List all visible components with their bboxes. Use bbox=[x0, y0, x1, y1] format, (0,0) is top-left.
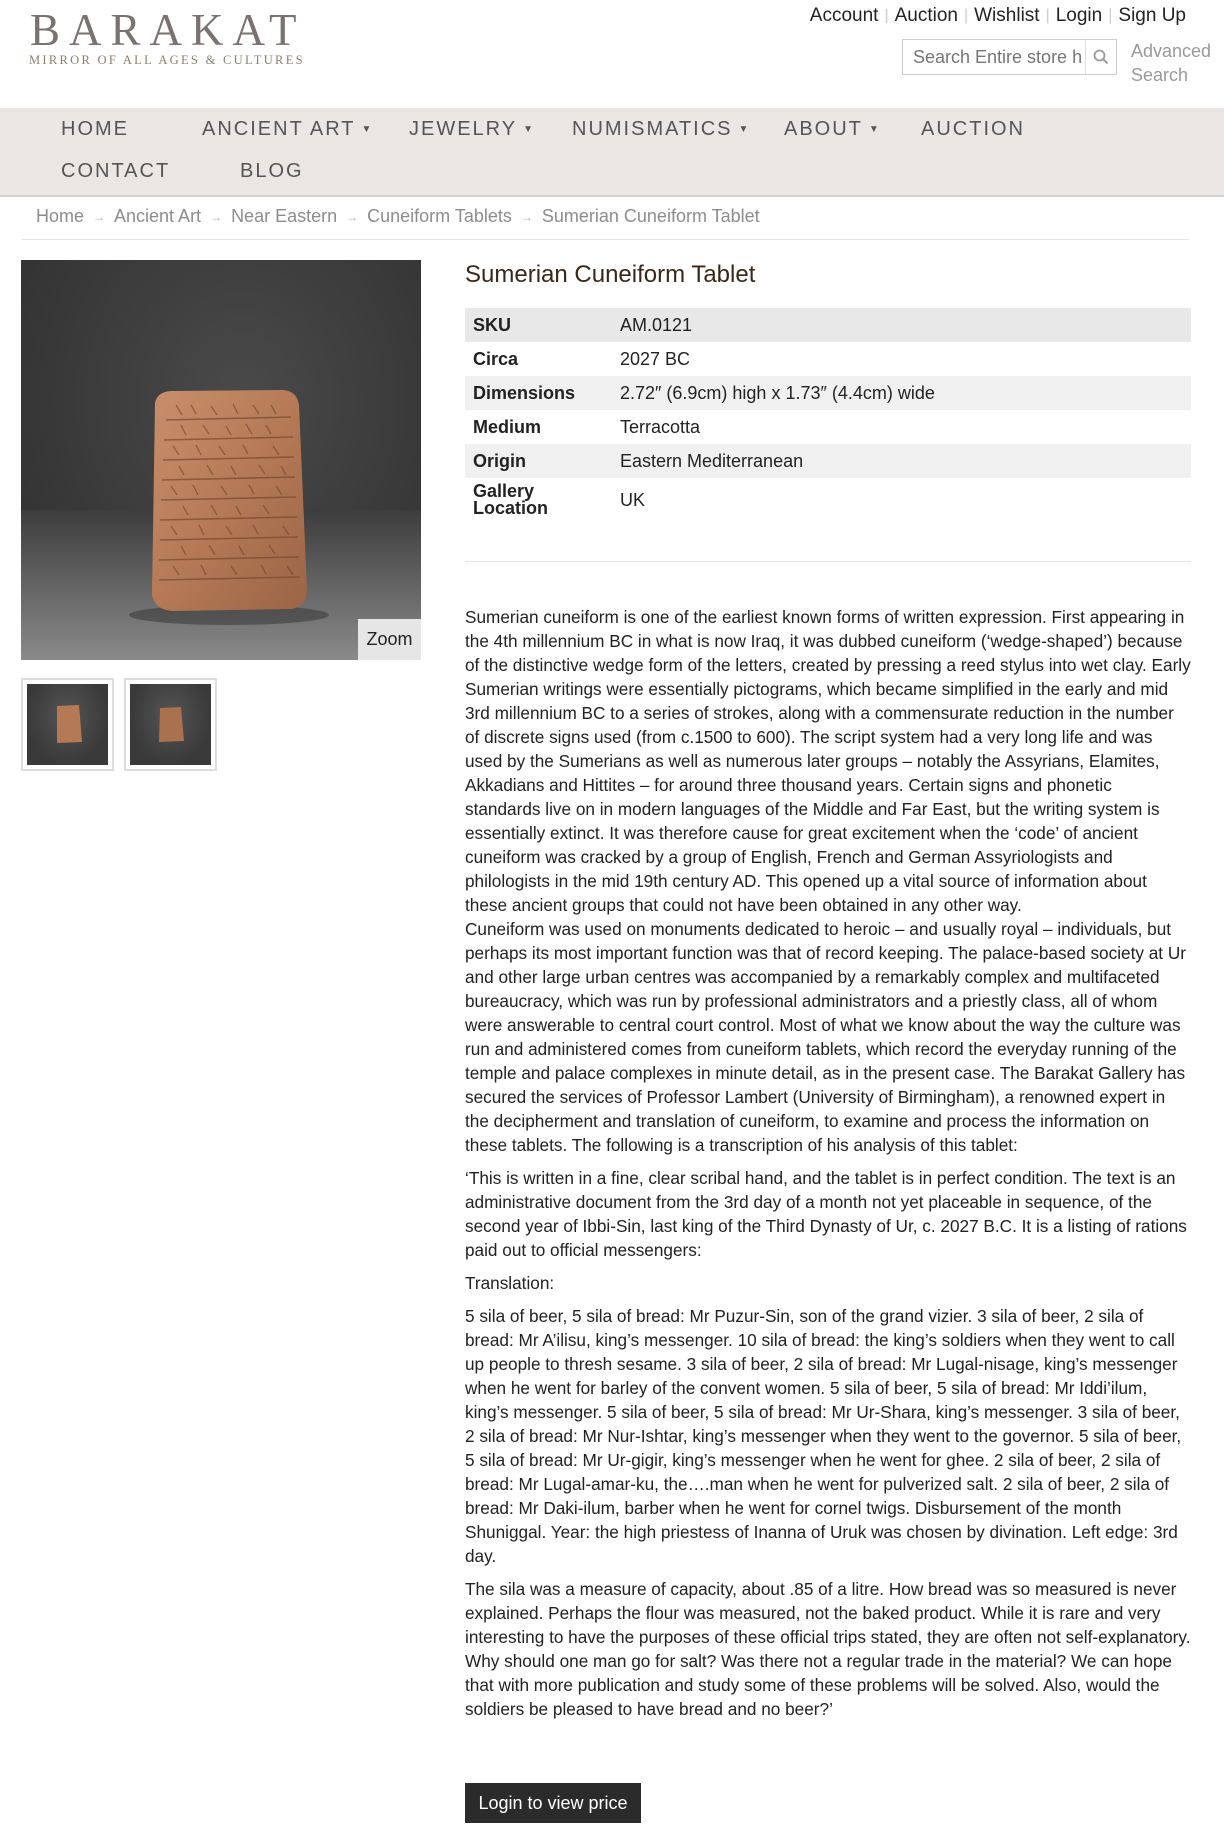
caret-down-icon: ▼ bbox=[738, 124, 751, 136]
advanced-search-link[interactable]: Advanced Search bbox=[1131, 41, 1212, 85]
account-link[interactable]: Account bbox=[809, 5, 879, 26]
breadcrumb-ancient-art[interactable]: Ancient Art bbox=[114, 206, 202, 226]
logo-tagline: MIRROR OF ALL AGES & CULTURES bbox=[29, 53, 305, 67]
breadcrumb-current: Sumerian Cuneiform Tablet bbox=[541, 206, 760, 226]
nav-label: AUCTION bbox=[921, 118, 1025, 140]
nav-blog[interactable] bbox=[240, 160, 304, 183]
logo[interactable]: BARAKAT bbox=[30, 5, 306, 55]
search-button[interactable] bbox=[1085, 40, 1116, 74]
nav-jewelry[interactable] bbox=[409, 118, 535, 141]
zoom-button[interactable]: Zoom bbox=[358, 619, 421, 660]
spec-value: Terracotta bbox=[620, 416, 701, 437]
description-paragraph: Translation: bbox=[465, 1273, 555, 1293]
breadcrumb-near-eastern[interactable]: Near Eastern bbox=[231, 206, 338, 226]
spec-row bbox=[465, 308, 1191, 342]
spec-label: Origin bbox=[465, 444, 612, 478]
description-paragraph: The sila was a measure of capacity, about .85 of a litre. How bread was so measured is never explained. Perhaps the flour was measured, not the baked product. While it is rare and very interesting to have the purposes of these official trips stated, they are often not self-explanatory. Why should one man go for salt? Was there not a regular trade in the material? We can hope that with more publication and study some of these problems will be solved. Also, would the soldiers be pleased to have bread and no beer?’ bbox=[465, 1579, 1191, 1719]
thumbnail[interactable] bbox=[124, 678, 217, 771]
caret-down-icon: ▼ bbox=[523, 124, 536, 136]
spec-label: SKU bbox=[465, 308, 612, 342]
arrow-right-icon: → bbox=[93, 209, 106, 224]
nav-label: HOME bbox=[61, 118, 129, 140]
spec-row bbox=[465, 376, 1191, 410]
nav-label: BLOG bbox=[240, 160, 304, 182]
wishlist-link[interactable]: Wishlist bbox=[974, 5, 1040, 26]
product-description bbox=[465, 605, 1192, 1721]
login-to-view-price-button[interactable]: Login to view price bbox=[465, 1783, 641, 1823]
spec-row bbox=[465, 410, 1191, 444]
nav-home[interactable] bbox=[61, 118, 129, 141]
nav-label: JEWELRY bbox=[409, 118, 518, 140]
spec-value: Eastern Mediterranean bbox=[612, 444, 1191, 478]
tablet-thumb-image bbox=[130, 684, 211, 765]
caret-down-icon: ▼ bbox=[361, 124, 374, 136]
divider bbox=[22, 239, 1189, 240]
spec-label: Gallery Location bbox=[473, 481, 548, 518]
thumbnail-image bbox=[27, 684, 108, 765]
spec-value: UK bbox=[620, 489, 646, 510]
spec-label: Dimensions bbox=[465, 376, 612, 410]
spec-row bbox=[465, 342, 1191, 376]
breadcrumb-home[interactable]: Home bbox=[36, 206, 85, 226]
breadcrumb-cuneiform-tablets[interactable]: Cuneiform Tablets bbox=[367, 206, 512, 226]
spec-row bbox=[465, 478, 1191, 522]
account-links bbox=[810, 5, 1186, 27]
spec-label: Circa bbox=[473, 348, 519, 369]
sign-up-link[interactable]: Sign Up bbox=[1118, 5, 1186, 26]
breadcrumb bbox=[36, 206, 760, 227]
nav-about[interactable] bbox=[784, 118, 881, 141]
product-image[interactable] bbox=[21, 260, 421, 660]
description-paragraph: ‘This is written in a fine, clear scribal hand, and the tablet is in perfect condition. The text is an administrative document from the 3rd day of a month not yet placeable in sequence, of the second year of Ibbi-Sin, last king of the Third Dynasty of Ur, c. 2027 B.C. It is a listing of rations paid out to official messengers: bbox=[465, 1168, 1187, 1260]
auction-link[interactable]: Auction bbox=[894, 5, 958, 26]
separator: | bbox=[1108, 7, 1113, 24]
nav-label: CONTACT bbox=[61, 160, 171, 182]
description-paragraph: 5 sila of beer, 5 sila of bread: Mr Puzur-Sin, son of the grand vizier. 3 sila of beer, 2 sila of bread: Mr A’ilisu, king’s messenger. 10 sila of bread: the king’s soldiers when they went to call up people to thresh sesame. 3 sila of beer, 2 sila of bread: Mr Lugal-nisage, king’s messenger when he went for barley of the convent women. 5 sila of beer, 5 sila of bread: Mr Iddi’ilum, king’s messenger. 5 sila of beer, 5 sila of bread: Mr Ur-Shara, king’s messenger. 3 sila of beer, 2 sila of bread: Mr Nur-Ishtar, king’s messenger when they went to the governor. 5 sila of beer, 5 sila of bread: Mr Ur-gigir, king’s messenger when he went for ghee. 2 sila of beer, 2 sila of bread: Mr Lugal-amar-ku, the….man when he went for pulverized salt. 2 sila of beer, 2 sila of bread: Mr Daki-ilum, barber when he went for cornel twigs. Disbursement of the month Shuniggal. Year: the high priestess of Inanna of Uruk was chosen by divination. Left edge: 3rd day. bbox=[465, 1306, 1182, 1566]
separator: | bbox=[963, 7, 969, 24]
nav-label: NUMISMATICS bbox=[572, 118, 733, 140]
description-paragraph: Cuneiform was used on monuments dedicated to heroic – and usually royal – individuals, but perhaps its most important function was that of record keeping. The palace-based society at Ur and other large urban centres was accompanied by a remarkably complex and multifaceted bureaucracy, which was run by professional administrators and a priestly class, all of whom were answerable to central court control. Most of what we know about the way the culture was run and administered comes from cuneiform tablets, which record the everyday running of the temple and palace complexes in minute detail, as in the present case. The Barakat Gallery has secured the services of Professor Lambert (University of Birmingham), a renowned expert in the decipherment and translation of cuneiform, to examine and process the information on these tablets. The following is a transcription of his analysis of this tablet: bbox=[465, 919, 1186, 1155]
arrow-right-icon: → bbox=[346, 209, 359, 224]
tablet-image bbox=[21, 260, 421, 660]
arrow-right-icon: → bbox=[520, 209, 533, 224]
caret-down-icon: ▼ bbox=[868, 124, 881, 136]
search-box bbox=[902, 39, 1117, 75]
nav-numismatics[interactable] bbox=[572, 118, 750, 141]
thumbnail[interactable] bbox=[21, 678, 114, 771]
spec-value: 2.72″ (6.9cm) high x 1.73″ (4.4cm) wide bbox=[612, 376, 1191, 410]
divider bbox=[465, 561, 1191, 562]
search-icon bbox=[1093, 49, 1109, 65]
nav-contact[interactable] bbox=[61, 160, 170, 183]
arrow-right-icon: → bbox=[210, 209, 223, 224]
product-title: Sumerian Cuneiform Tablet bbox=[465, 261, 756, 288]
login-link[interactable]: Login bbox=[1055, 5, 1103, 26]
tablet-thumb-image bbox=[27, 684, 108, 765]
thumbnail-image bbox=[130, 684, 211, 765]
nav-auction[interactable] bbox=[921, 118, 1025, 141]
product-specs bbox=[465, 308, 1191, 522]
search-input[interactable] bbox=[903, 46, 1085, 69]
nav-ancient-art[interactable] bbox=[202, 118, 373, 141]
nav-label: ABOUT bbox=[784, 118, 863, 140]
description-paragraph: Sumerian cuneiform is one of the earliest known forms of written expression. First appearing in the 4th millennium BC in what is now Iraq, it was dubbed cuneiform (‘wedge-shaped’) because of the distinctive wedge form of the letters, created by pressing a reed stylus into wet clay. Early Sumerian writings were essentially pictograms, which became simplified in the early and mid 3rd millennium BC to a series of strokes, along with a commensurate reduction in the number of discrete signs used (from c.1500 to 600). The script system had a very long life and was used by the Sumerians as well as numerous later groups – notably the Assyrians, Elamites, Akkadians and Hittites – for around three thousand years. Certain signs and phonetic standards live on in modern languages of the Middle and Far East, but the writing system is essentially extinct. It was therefore cause for great excitement when the ‘code’ of ancient cuneiform was cracked by a group of English, French and German Assyriologists and philologists in the mid 19th century AD. This opened up a vital source of information about these ancient groups that could not have been obtained in any other way. bbox=[465, 607, 1191, 915]
spec-row bbox=[465, 444, 1191, 478]
separator: | bbox=[884, 7, 889, 24]
spec-value: AM.0121 bbox=[612, 308, 1191, 342]
nav-label: ANCIENT ART bbox=[202, 118, 356, 140]
separator: | bbox=[1045, 7, 1050, 24]
spec-value: 2027 BC bbox=[620, 348, 691, 369]
spec-label: Medium bbox=[473, 416, 542, 437]
